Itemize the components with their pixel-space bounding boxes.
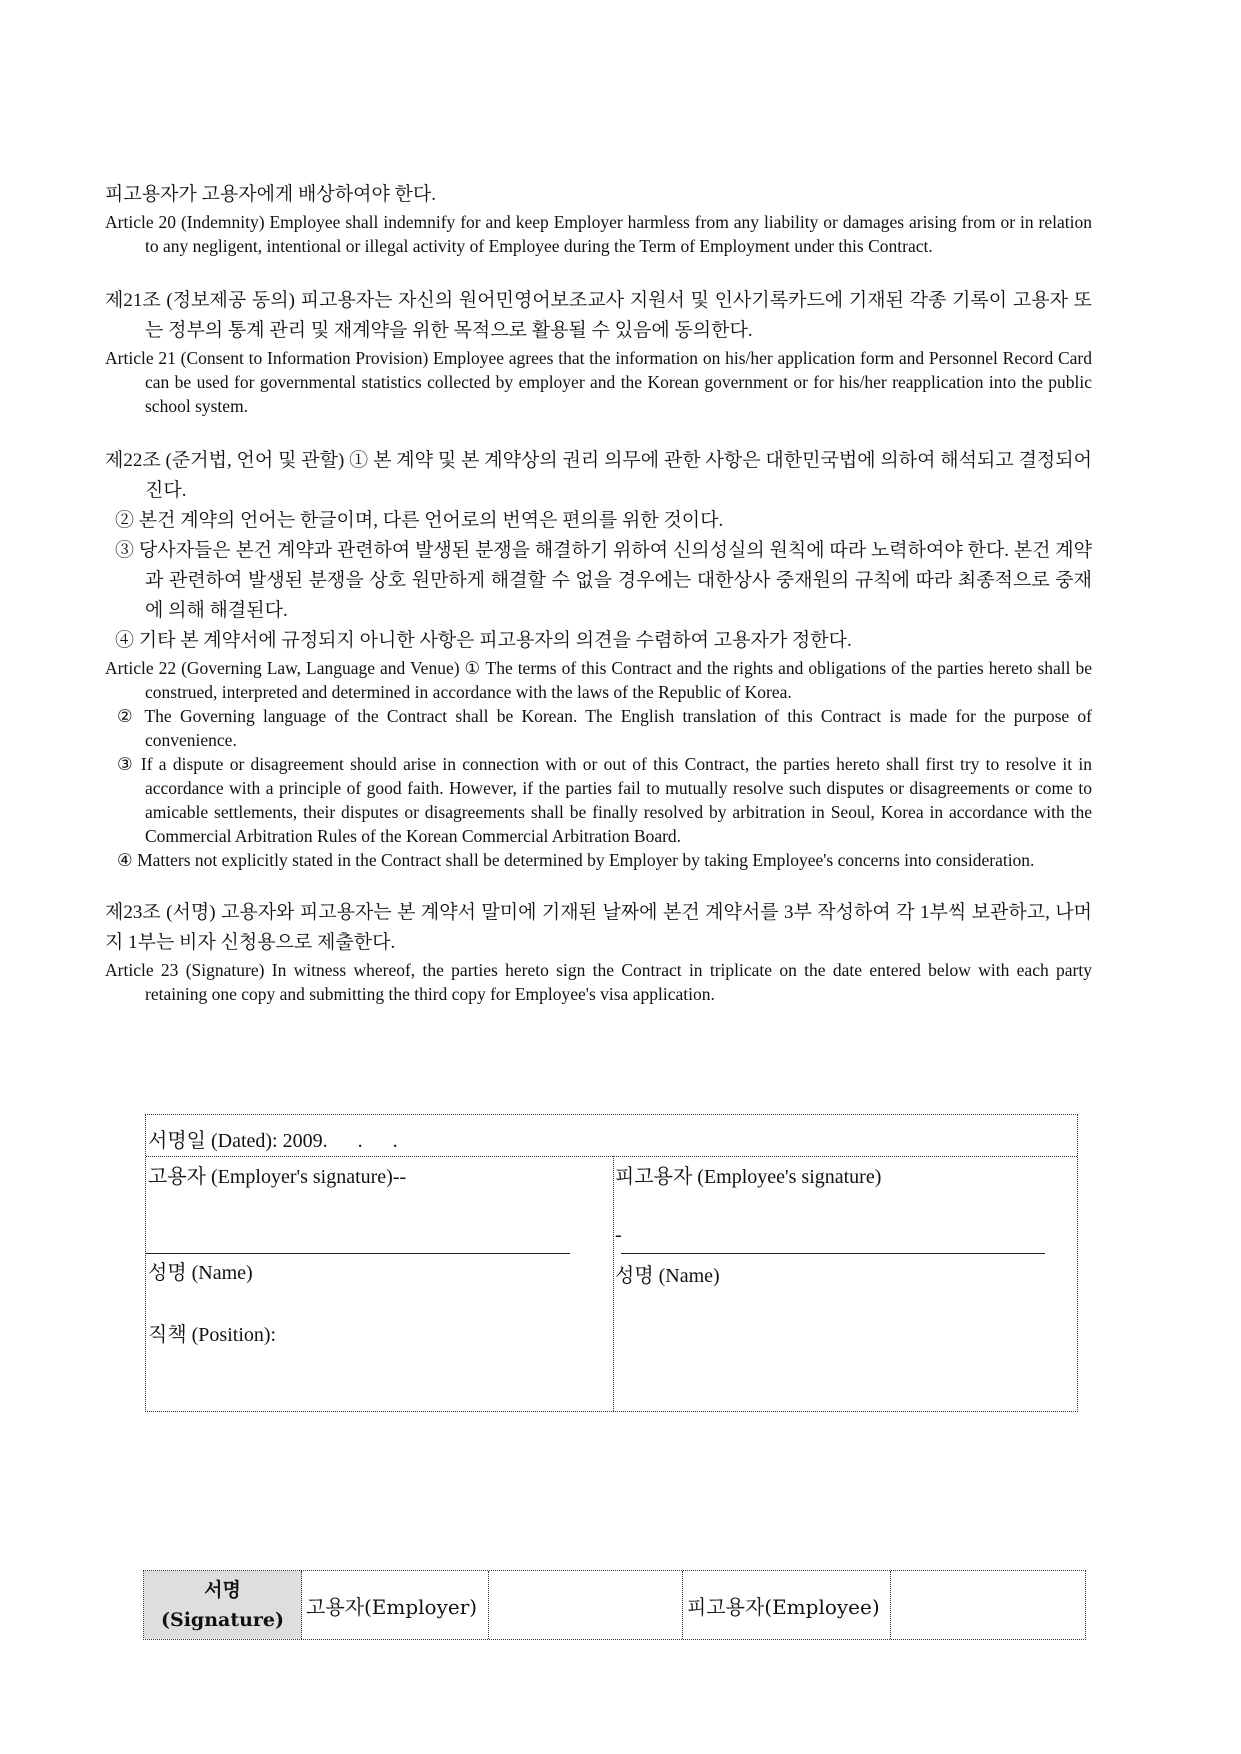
article-23-en: Article 23 (Signature) In witness whereof, the parties hereto sign the Contract in triplicate on the date entered below with each party retaining one copy and submitting the third copy for Employee's visa application. [105,960,1092,1004]
employer-signature-cell [146,1156,614,1411]
article-23-kr: 제23조 (서명) 고용자와 피고용자는 본 계약서 말미에 기재된 날짜에 본건 계약서를 3부 작성하여 각 1부씩 보관하고, 나머지 1부는 비자 신청용으로 제출한다. [105,902,1092,953]
employer-name-label: 성명 (Name) [148,1262,253,1284]
article-22-kr-clause-1: 제22조 (준거법, 언어 및 관할) ① 본 계약 및 본 계약상의 권리 의무에 관한 사항은 대한민국법에 의하여 해석되고 결정되어진다. [105,450,1092,501]
contract-body [105,180,1092,1006]
employee-name-label: 성명 (Name) [615,1265,720,1287]
employer-signature-box[interactable] [489,1571,683,1639]
employee-signature-label: 피고용자 (Employee's signature) [615,1166,882,1188]
employer-label-cell [302,1571,489,1639]
article-22-en-clause-3: ③ If a dispute or disagreement should arise in connection with or out of this Contract, the parties hereto shall first try to resolve it in accordance with a principle of good faith. However, if the parties fail to mutually resolve such disputes or disagreements or come to amicable settlements, their disputes or disagreements shall be finally resolved by arbitration in Seoul, Korea in accordance with the Commercial Arbitration Rules of the Korean Commercial Arbitration Board. [117,754,1092,846]
employer-signature-line[interactable] [146,1253,570,1254]
article-21-kr: 제21조 (정보제공 동의) 피고용자는 자신의 원어민영어보조교사 지원서 및 인사기록카드에 기재된 각종 기록이 고용자 또는 정부의 통계 관리 및 재계약을 위한 목적으로 활용될 수 있음에 동의한다. [105,290,1092,341]
signature-header-cell [144,1571,302,1639]
article-20-en: Article 20 (Indemnity) Employee shall indemnify for and keep Employer harmless from any liability or damages arising from or in relation to any negligent, intentional or illegal activity of Employee during the Term of Employment under this Contract. [105,212,1092,256]
employee-signature-dash: - [615,1224,622,1246]
article-22-kr-clause-4: ④ 기타 본 계약서에 규정되지 아니한 사항은 피고용자의 의견을 수렴하여 고용자가 정한다. [115,630,852,651]
signature-summary-table [143,1570,1086,1640]
employee-signature-box[interactable] [891,1571,1085,1639]
employer-label: 고용자(Employer) [306,1594,478,1619]
employee-label: 피고용자(Employee) [687,1594,880,1619]
article-22-kr-clause-2: ② 본건 계약의 언어는 한글이며, 다른 언어로의 번역은 편의를 위한 것이다. [115,510,724,531]
article-22-kr-clause-3: ③ 당사자들은 본건 계약과 관련하여 발생된 분쟁을 해결하기 위하여 신의성실의 원칙에 따라 노력하여야 한다. 본건 계약과 관련하여 발생된 분쟁을 상호 원만하게 해결할 수 없을 경우에는 대한상사 중재원의 규칙에 따라 최종적으로 중재에 의해 해결된다. [115,540,1092,621]
article-22-en-clause-4: ④ Matters not explicitly stated in the Contract shall be determined by Employer by taking Employee's concerns into consideration. [117,850,1035,870]
article-22-en-clause-2: ② The Governing language of the Contract shall be Korean. The English translation of this Contract is made for the purpose of convenience. [117,706,1092,750]
employer-position-label: 직책 (Position): [148,1324,277,1346]
article-20-kr-tail: 피고용자가 고용자에게 배상하여야 한다. [105,184,437,205]
employee-label-cell [683,1571,891,1639]
signature-date-row [146,1115,1077,1157]
article-21-en: Article 21 (Consent to Information Provision) Employee agrees that the information on his/her application form and Personnel Record Card can be used for governmental statistics collected by employer and the Korean government or for his/her reapplication into the public school system. [105,348,1092,416]
article-22-en-clause-1: Article 22 (Governing Law, Language and Venue) ① The terms of this Contract and the rights and obligations of the parties hereto shall be construed, interpreted and determined in accordance with the laws of the Republic of Korea. [105,658,1092,702]
signature-header-en: (Signature) [160,1609,285,1631]
employer-signature-label: 고용자 (Employer's signature)-- [148,1166,407,1188]
signature-date-field[interactable]: 서명일 (Dated): 2009. . . [148,1130,398,1152]
signature-block [145,1114,1078,1412]
employee-signature-line[interactable] [621,1253,1045,1254]
employee-signature-cell [613,1156,1077,1411]
signature-header-kr: 서명 [204,1579,241,1601]
